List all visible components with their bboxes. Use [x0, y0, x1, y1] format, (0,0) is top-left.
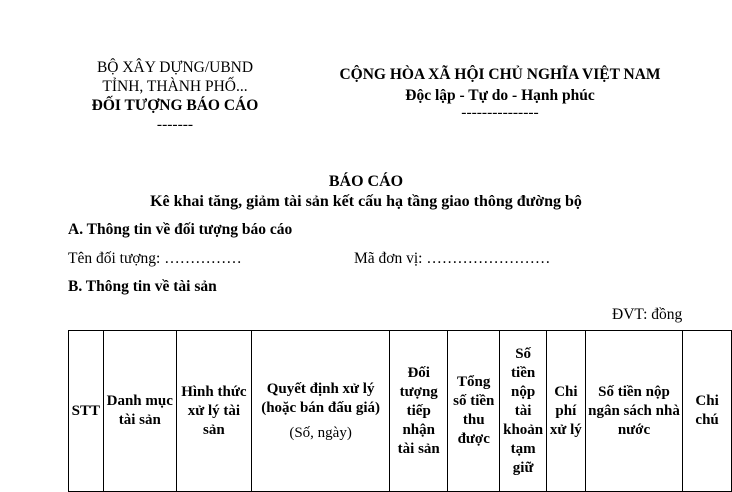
national-motto-block: [300, 64, 700, 120]
header-decision-sub: (Số, ngày): [289, 424, 352, 441]
authority-line-1: BỘ XÂY DỰNG/UBND: [96, 59, 254, 76]
unit-code-field: Mã đơn vị: ……………………: [354, 250, 551, 267]
header-asset-category: Danh mục tài sản: [103, 331, 176, 492]
header-decision-main: Quyết định xử lý (hoặc bán đấu giá): [261, 380, 380, 416]
report-title: BÁO CÁO: [328, 173, 404, 190]
table-header-row: [69, 331, 732, 492]
section-a-heading: A. Thông tin về đối tượng báo cáo: [68, 221, 293, 238]
authority-line-2: TỈNH, THÀNH PHỐ...: [102, 78, 248, 95]
header-recipient: Đối tượng tiếp nhận tài sản: [390, 331, 448, 492]
section-b-heading: B. Thông tin về tài sản: [68, 278, 217, 295]
header-processing-cost: Chi phí xử lý: [546, 331, 585, 492]
country-name: CỘNG HÒA XÃ HỘI CHỦ NGHĨA VIỆT NAM: [339, 66, 661, 83]
header-total-proceeds: Tổng số tiền thu được: [448, 331, 500, 492]
header-stt: STT: [69, 331, 104, 492]
report-subtitle: Kê khai tăng, giảm tài sản kết cấu hạ tầng giao thông đường bộ: [150, 193, 582, 210]
reporting-entity-label: ĐỐI TƯỢNG BÁO CÁO: [91, 97, 259, 114]
header-disposal-method: Hình thức xử lý tài sản: [176, 331, 251, 492]
header-temporary-account: Số tiền nộp tài khoản tạm giữ: [500, 331, 547, 492]
left-divider: -------: [156, 116, 194, 133]
header-disposal-decision: [251, 331, 389, 492]
asset-table: [68, 330, 732, 492]
entity-name-field: Tên đối tượng: ……………: [68, 250, 242, 267]
right-divider: ---------------: [461, 104, 539, 121]
motto: Độc lập - Tự do - Hạnh phúc: [405, 87, 595, 104]
header-state-budget: Số tiền nộp ngân sách nhà nước: [585, 331, 682, 492]
report-title-block: [0, 172, 732, 212]
issuing-authority-block: [40, 58, 310, 134]
header-notes: Chi chú: [683, 331, 732, 492]
currency-unit-note: ĐVT: đồng: [612, 306, 683, 323]
